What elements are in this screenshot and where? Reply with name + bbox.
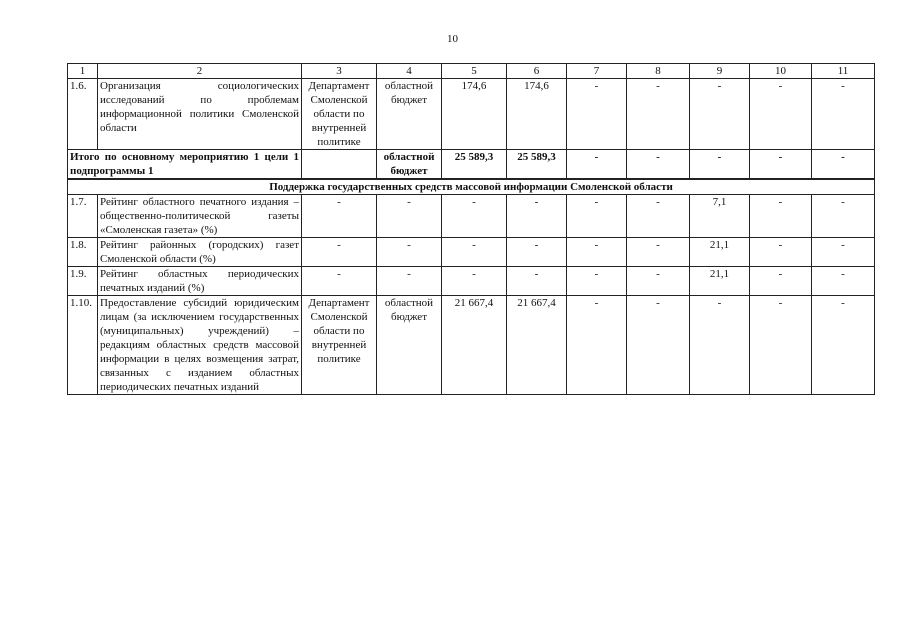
- section-heading-row: [68, 179, 875, 195]
- value-cell: -: [627, 150, 690, 180]
- value-cell: -: [567, 296, 627, 395]
- value-cell: -: [302, 195, 377, 238]
- page-number: 10: [447, 33, 458, 45]
- table-row-1-6: [68, 79, 875, 150]
- value-cell: -: [627, 296, 690, 395]
- col-header: 1: [68, 64, 98, 79]
- total-label: Итого по основному мероприятию 1 цели 1 подпрограммы 1: [68, 150, 302, 180]
- value-cell: -: [627, 79, 690, 150]
- value-cell: -: [812, 267, 875, 296]
- value-cell: -: [690, 296, 750, 395]
- value-cell: -: [750, 238, 812, 267]
- row-number: 1.8.: [68, 238, 98, 267]
- row-description: Рейтинг областных периодических печатных изданий (%): [98, 267, 302, 296]
- row-number: 1.6.: [68, 79, 98, 150]
- row-description: Рейтинг районных (городских) газет Смоленской области (%): [98, 238, 302, 267]
- table-row-1-8: [68, 238, 875, 267]
- value-cell: 174,6: [507, 79, 567, 150]
- row-description: Рейтинг областного печатного издания – общественно-политической газеты «Смоленская газета» (%): [98, 195, 302, 238]
- value-cell: -: [507, 267, 567, 296]
- col-header: 11: [812, 64, 875, 79]
- table-row-1-9: [68, 267, 875, 296]
- funding-source-cell: областной бюджет: [377, 150, 442, 180]
- value-cell: -: [690, 150, 750, 180]
- funding-source-cell: областной бюджет: [377, 79, 442, 150]
- executor-cell: Департамент Смоленской области по внутренней политике: [302, 296, 377, 395]
- row-description: Предоставление субсидий юридическим лицам (за исключением государственных (муниципальных) учреждений) – редакциям областных средств массовой информации в целях возмещения затрат, связанных с изданием областных периодических печатных изданий: [98, 296, 302, 395]
- table-row-total: [68, 150, 875, 180]
- row-number: 1.9.: [68, 267, 98, 296]
- value-cell: -: [567, 238, 627, 267]
- col-header: 7: [567, 64, 627, 79]
- value-cell: 25 589,3: [507, 150, 567, 180]
- value-cell: -: [507, 238, 567, 267]
- value-cell: 7,1: [690, 195, 750, 238]
- section-heading: Поддержка государственных средств массовой информации Смоленской области: [68, 179, 875, 195]
- value-cell: -: [567, 195, 627, 238]
- col-header: 8: [627, 64, 690, 79]
- col-header: 4: [377, 64, 442, 79]
- value-cell: -: [377, 195, 442, 238]
- value-cell: -: [567, 150, 627, 180]
- value-cell: -: [750, 150, 812, 180]
- value-cell: 21 667,4: [442, 296, 507, 395]
- value-cell: 21 667,4: [507, 296, 567, 395]
- column-number-row: [68, 64, 875, 79]
- value-cell: -: [377, 267, 442, 296]
- col-header: 5: [442, 64, 507, 79]
- value-cell: -: [302, 238, 377, 267]
- value-cell: 21,1: [690, 267, 750, 296]
- col-header: 6: [507, 64, 567, 79]
- executor-cell: Департамент Смоленской области по внутренней политике: [302, 79, 377, 150]
- value-cell: -: [750, 195, 812, 238]
- value-cell: -: [442, 267, 507, 296]
- col-header: 10: [750, 64, 812, 79]
- value-cell: -: [442, 238, 507, 267]
- value-cell: -: [690, 79, 750, 150]
- row-number: 1.10.: [68, 296, 98, 395]
- value-cell: -: [812, 296, 875, 395]
- program-table: [67, 63, 875, 395]
- col-header: 3: [302, 64, 377, 79]
- col-header: 9: [690, 64, 750, 79]
- value-cell: -: [567, 267, 627, 296]
- value-cell: -: [302, 267, 377, 296]
- col-header: 2: [98, 64, 302, 79]
- value-cell: 21,1: [690, 238, 750, 267]
- value-cell: -: [567, 79, 627, 150]
- value-cell: -: [377, 238, 442, 267]
- value-cell: -: [812, 79, 875, 150]
- value-cell: -: [812, 238, 875, 267]
- row-number: 1.7.: [68, 195, 98, 238]
- table-row-1-7: [68, 195, 875, 238]
- value-cell: 25 589,3: [442, 150, 507, 180]
- value-cell: -: [750, 267, 812, 296]
- value-cell: -: [750, 79, 812, 150]
- value-cell: -: [750, 296, 812, 395]
- row-description: Организация социологических исследований по проблемам информационной политики Смоленской области: [98, 79, 302, 150]
- value-cell: -: [812, 150, 875, 180]
- table-row-1-10: [68, 296, 875, 395]
- value-cell: -: [442, 195, 507, 238]
- executor-cell: [302, 150, 377, 180]
- value-cell: -: [627, 267, 690, 296]
- value-cell: -: [812, 195, 875, 238]
- value-cell: -: [507, 195, 567, 238]
- value-cell: 174,6: [442, 79, 507, 150]
- value-cell: -: [627, 195, 690, 238]
- value-cell: -: [627, 238, 690, 267]
- funding-source-cell: областной бюджет: [377, 296, 442, 395]
